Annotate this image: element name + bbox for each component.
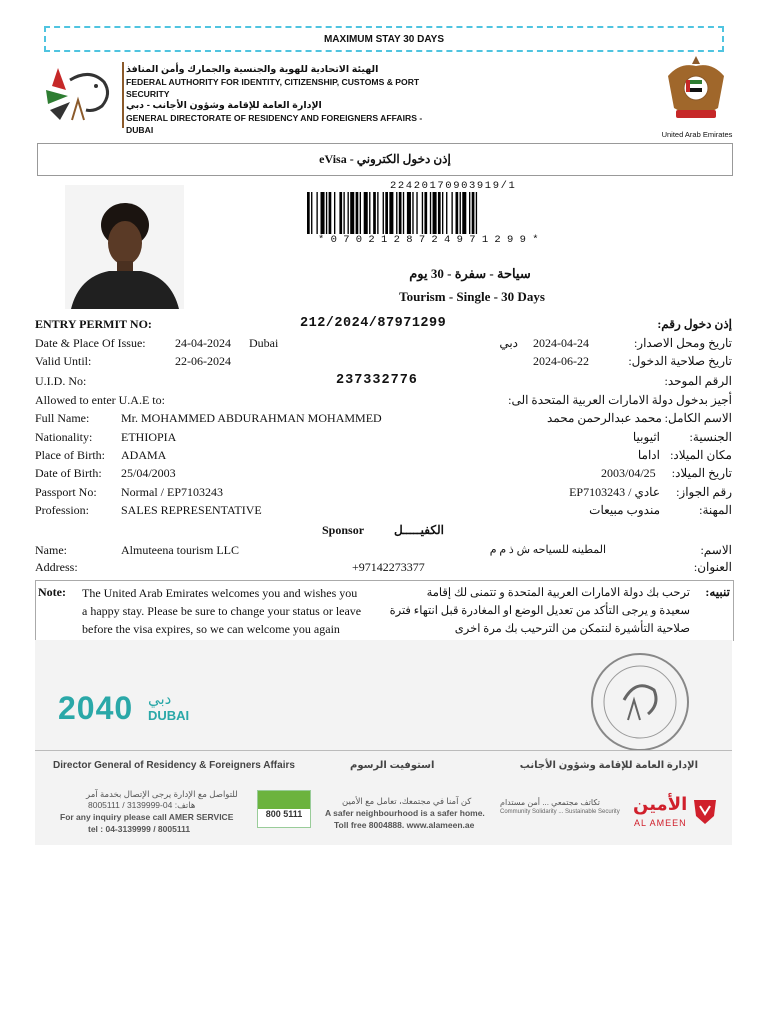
barcode-bar [442, 192, 443, 234]
barcode-bar [451, 192, 452, 234]
barcode-bar [460, 192, 461, 234]
note-text [82, 584, 382, 638]
issue-label: Date & Place Of Issue: [35, 336, 146, 350]
allowed-label: Allowed to enter U.A.E to: [35, 393, 165, 407]
amer-tel-en: tel : 04-3139999 / 8005111 [88, 824, 191, 834]
profession-value: SALES REPRESENTATIVE [121, 503, 262, 517]
barcode-bar [326, 192, 327, 234]
barcode-bar [383, 192, 384, 234]
alameen-slogan-en: A safer neighbourhood is a safer home. [325, 808, 485, 818]
amer-inquiry-en: For any inquiry please call AMER SERVICE [60, 812, 234, 822]
barcode-bar [456, 192, 459, 234]
nationality-value: ETHIOPIA [121, 430, 177, 444]
community-slogan-ar: تكاتف مجتمعي ... أمن مستدام [500, 798, 600, 807]
full-name-label-ar: الاسم الكامل: [664, 411, 732, 425]
dubai-2040-number: 2040 [58, 690, 134, 726]
nationality-value-ar: اثيوبيا [632, 430, 660, 444]
community-slogan-en: Community Solidarity ... Sustainable Security [500, 809, 620, 815]
entry-permit-label: ENTRY PERMIT NO: [35, 317, 152, 331]
allowed-label-ar: أجيز بدخول دولة الامارات العربية المتحدة الى: [508, 393, 732, 407]
alameen-logo-en: AL AMEEN [634, 818, 687, 828]
barcode-bar [307, 192, 310, 234]
birth-place-label: Place of Birth: [35, 448, 105, 462]
issue-place-ar: دبي [499, 336, 518, 350]
profession-label: Profession: [35, 503, 89, 517]
evisa-title-box [37, 143, 733, 176]
barcode-bar [396, 192, 397, 234]
nationality-label-ar: الجنسية: [689, 430, 732, 444]
barcode-bar [339, 192, 342, 234]
sponsor-name-label-ar: الاسم: [700, 543, 732, 557]
barcode-bar [476, 192, 477, 234]
barcode-bar [403, 192, 404, 234]
barcode-bar [350, 192, 354, 234]
barcode-bar [329, 192, 332, 234]
full-name-value-ar: محمد عبدالرحمن محمد [546, 411, 662, 425]
uid-label-ar: الرقم الموحد: [664, 374, 732, 388]
barcode-bar [407, 192, 411, 234]
sponsor-title-ar: الكفيـــــل [394, 523, 444, 537]
barcode-bar [469, 192, 470, 234]
valid-label: Valid Until: [35, 354, 92, 368]
authority-header [126, 64, 426, 136]
visa-type-ar: سياحة - سفرة - 30 يوم [409, 266, 531, 281]
valid-date: 22-06-2024 [175, 354, 231, 368]
valid-label-ar: تاريخ صلاحية الدخول: [628, 354, 732, 368]
entry-permit-number: 212/2024/87971299 [300, 316, 447, 331]
note-label: Note: [38, 585, 66, 599]
issue-date-ar: 2024-04-24 [533, 336, 589, 350]
authority-en-2: GENERAL DIRECTORATE OF RESIDENCY AND FOREIGNERS AFFAIRS - DUBAI [126, 113, 423, 135]
full-name-label: Full Name: [35, 411, 90, 425]
note-line-1: The United Arab Emirates welcomes you and wishes you [82, 586, 358, 600]
barcode [305, 192, 631, 234]
birth-date-label: Date of Birth: [35, 466, 102, 480]
uid-label: U.I.D. No: [35, 374, 87, 388]
birth-place-label-ar: مكان الميلاد: [670, 448, 732, 462]
barcode-bar [399, 192, 402, 234]
barcode-bar [316, 192, 317, 234]
alameen-tollfree: Toll free 8004888. www.alameen.ae [334, 820, 475, 830]
amer-service-logo [257, 790, 311, 828]
barcode-bar [334, 192, 335, 234]
applicant-photo [65, 185, 184, 309]
barcode-bar [446, 192, 447, 234]
logo-divider [122, 62, 124, 128]
visa-type-en: Tourism - Single - 30 Days [399, 289, 545, 304]
birth-place-value: ADAMA [121, 448, 167, 462]
footer-divider [35, 750, 732, 751]
note-line-2: a happy stay. Please be sure to change your status or leave [82, 604, 362, 618]
note-label-ar: تنبيه: [705, 585, 730, 599]
full-name-value: Mr. MOHAMMED ABDURAHMAN MOHAMMED [121, 411, 382, 425]
passport-label-ar: رقم الجواز: [676, 485, 732, 499]
barcode-bottom-number: * 0 7 0 2 1 2 8 7 2 4 9 7 1 2 9 9 * [318, 234, 539, 246]
note-ar-line-2: سعيدة و يرجى التأكد من تعديل الوضع او المغادرة قبل انتهاء فترة [389, 605, 690, 617]
alameen-slogan-ar: كن آمنا في مجتمعك، تعامل مع الأمين [342, 796, 472, 806]
barcode-bar [462, 192, 466, 234]
barcode-bar [321, 192, 325, 234]
nationality-label: Nationality: [35, 430, 93, 444]
uae-emblem-caption: United Arab Emirates [661, 130, 733, 139]
amer-service-icon [258, 791, 310, 809]
sponsor-title: Sponsor [322, 523, 365, 537]
barcode-bar [422, 192, 423, 234]
note-text-ar [390, 584, 690, 638]
authority-ar-2: الإدارة العامة للإقامة وشؤون الأجانب - دبي [126, 100, 322, 111]
passport-label: Passport No: [35, 485, 97, 499]
birth-date-value-ar: 2003/04/25 [601, 466, 656, 480]
barcode-bar [385, 192, 388, 234]
barcode-bar [389, 192, 393, 234]
alameen-shield-icon [692, 796, 718, 826]
barcode-bar [356, 192, 359, 234]
dubai-brand-en: DUBAI [148, 708, 190, 723]
issue-place: Dubai [249, 336, 279, 350]
barcode-bar [430, 192, 431, 234]
valid-date-ar: 2024-06-22 [533, 354, 589, 368]
barcode-bar [360, 192, 361, 234]
sponsor-name-ar: المطينه للسياحه ش ذ م م [489, 544, 606, 556]
fees-paid-ar: استوفيت الرسوم [350, 760, 435, 771]
barcode-bar [433, 192, 437, 234]
profession-label-ar: المهنة: [699, 503, 732, 517]
sponsor-name-label: Name: [35, 543, 67, 557]
birth-date-value: 25/04/2003 [121, 466, 176, 480]
barcode-bar [348, 192, 349, 234]
dubai-brand-ar: دبي [148, 691, 172, 708]
amer-phone-ar: هاتف: 04-3139999 / 8005111 [88, 800, 196, 810]
passport-value: Normal / EP7103243 [121, 485, 223, 499]
note-line-3: before the visa expires, so we can welcome you again [82, 622, 340, 636]
barcode-bar [416, 192, 417, 234]
barcode-bar [369, 192, 370, 234]
note-ar-line-3: صلاحية التأشيرة لنتمكن من الترحيب بك مرة اخرى [454, 623, 690, 635]
barcode-bar [412, 192, 413, 234]
uae-emblem-icon [660, 52, 732, 128]
sponsor-address-label: Address: [35, 560, 78, 574]
uid-number: 237332776 [336, 373, 418, 388]
service-number: 800 5111 [265, 809, 303, 819]
birth-date-label-ar: تاريخ الميلاد: [671, 466, 732, 480]
profession-value-ar: مندوب مبيعات [589, 503, 660, 517]
issue-date: 24-04-2024 [175, 336, 231, 350]
authority-logo-icon [38, 60, 118, 132]
entry-permit-label-ar: إذن دخول رقم: [657, 317, 732, 331]
director-general-en: Director General of Residency & Foreigners Affairs [53, 760, 295, 771]
barcode-bar [424, 192, 427, 234]
barcode-bar [343, 192, 344, 234]
passport-value-ar: عادي / EP7103243 [569, 485, 660, 499]
official-stamp-icon [588, 650, 692, 754]
sponsor-name: Almuteena tourism LLC [121, 543, 239, 557]
director-general-ar: الإدارة العامة للإقامة وشؤون الأجانب [519, 760, 698, 771]
issue-label-ar: تاريخ ومحل الاصدار: [633, 336, 732, 350]
barcode-bar [438, 192, 441, 234]
max-stay-text: MAXIMUM STAY 30 DAYS [323, 33, 445, 45]
note-ar-line-1: ترحب بك دولة الامارات العربية المتحدة و تتمنى لك إقامة [426, 587, 690, 599]
max-stay-banner [44, 26, 724, 52]
sponsor-address-label-ar: العنوان: [693, 560, 732, 574]
alameen-logo-ar: الأمين [633, 794, 688, 814]
birth-place-value-ar: اداما [637, 448, 660, 462]
barcode-top-number: 22420170903919/1 [390, 180, 517, 192]
barcode-bar [377, 192, 378, 234]
barcode-bar [364, 192, 368, 234]
evisa-title: eVisa - إذن دخول الكتروني [319, 152, 451, 166]
barcode-bar [311, 192, 312, 234]
amer-contact-ar: للتواصل مع الإدارة يرجى الإتصال بخدمة آمر [86, 789, 238, 799]
barcode-bar [472, 192, 475, 234]
authority-en-1: FEDERAL AUTHORITY FOR IDENTITY, CITIZENSHIP, CUSTOMS & PORT SECURITY [126, 77, 420, 99]
authority-ar-1: الهيئة الاتحادية للهوية والجنسية والجمارك وأمن المنافذ [126, 64, 379, 75]
sponsor-phone: +97142273377 [352, 560, 425, 574]
barcode-bar [373, 192, 376, 234]
